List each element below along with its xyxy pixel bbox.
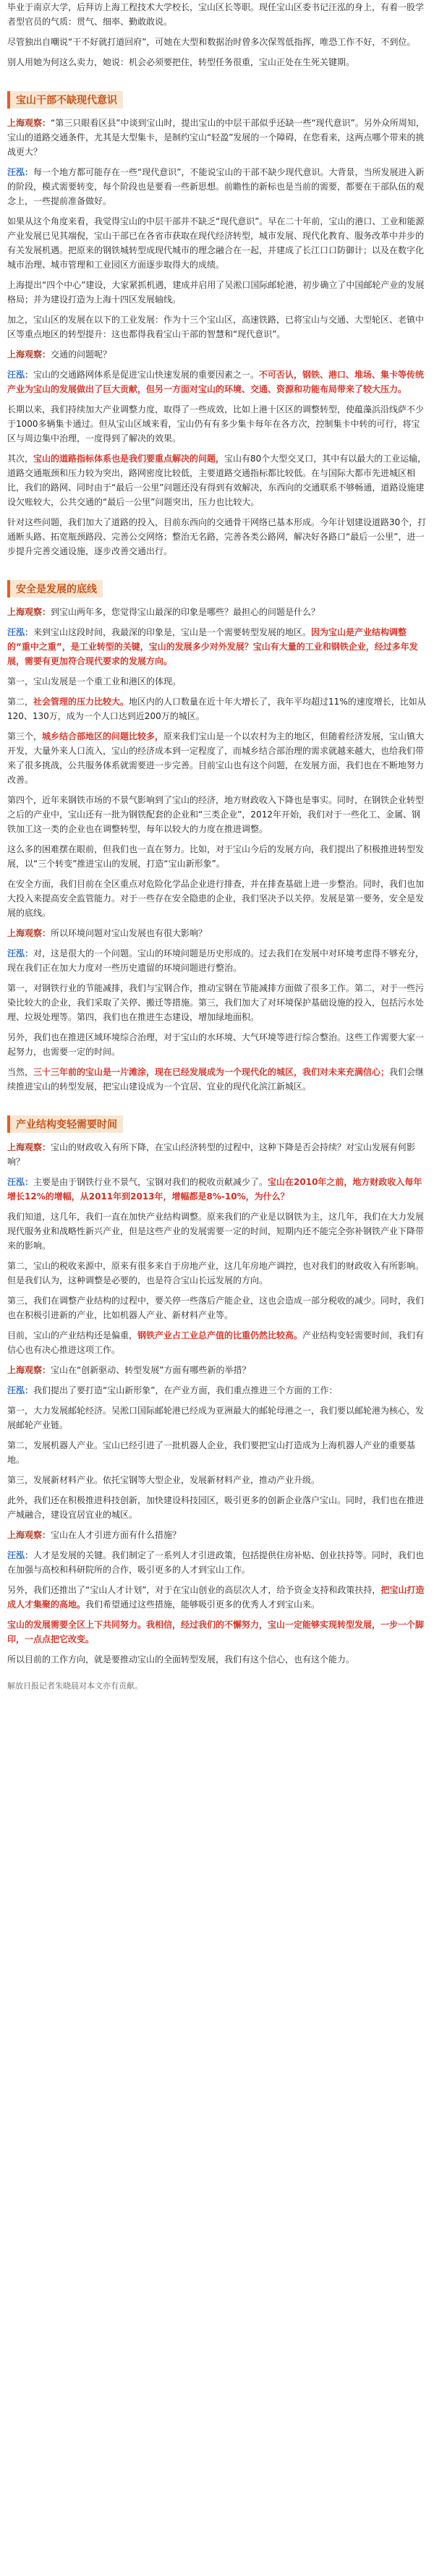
interviewee-label: 汪泓：	[7, 948, 34, 958]
paragraph-tail-text: 产业结构变轻需要时间，我们有信心也有决心推进这项工作。	[7, 1330, 425, 1355]
paragraph-text: 第二，发展机器人产业。宝山已经引进了一批机器人企业，我们要把宝山打造成为上海机器人产业的重要基地。	[7, 1440, 416, 1465]
body-paragraph	[7, 605, 427, 619]
section-heading	[7, 580, 103, 598]
body-paragraph	[7, 1210, 427, 1253]
paragraph-text: 另外，我们也在推进区域环境综合治理，对于宝山的水环境、大气环境等进行综合整治。这些工作需要大家一起努力，也需要一定的时间。	[7, 1032, 425, 1057]
interviewer-label: 上海观察：	[7, 1142, 51, 1152]
intro-paragraph: 别人用她为何这么卖力，她说：机会必须要把住，转型任务很重，宝山正处在生死关键期。	[7, 57, 355, 67]
highlight-text: 宝山的道路指标体系也是我们要重点解决的问题，	[33, 454, 225, 464]
intro-paragraph: 毕业于南京大学，后拜访上海工程技术大学校长，宝山区长等职。现任宝山区委书记汪泓的身上，有着一股学者型官员的气质：贯气、细率、勤敢敢说。	[7, 2, 425, 27]
section-title: 安全是发展的底线	[16, 584, 97, 595]
interviewer-label: 上海观察：	[7, 928, 51, 938]
intro-paragraph: 尽管独出自嘲说“干不好就打道回府”，可她在大型和数据治时曾多次保驾低指挥，唯恐工作不好，不到位。	[7, 37, 416, 47]
paragraph-text: 如果从这个角度来看，我觉得宝山的中层干部并不缺乏“现代意识”。早在二十年前，宝山的港口、工业和能源产业发展已见其端倪，宝山干部已在各省市获取在现代经济转型，城市发展、现代化教育、服务改革中并步的有关发展机遇。把原来的钢铁城转型成现代城市的理念融合在一起，并建成了长江口口防御计；以及在数字化城市治理、城市管理和工业园区方面逐步取得大的成绩。	[7, 216, 425, 270]
body-paragraph	[7, 402, 427, 446]
highlight-text: 宝山在2010年之前，地方财政收入每年增长12%的增幅，从2011年到2013年，增幅都是8%-10%，为什么？	[7, 1177, 422, 1202]
interviewer-label: 上海观察：	[7, 349, 51, 360]
paragraph-tail-text: 我们会继续推进宝山的转型发展，把宝山建设成为一个宜居、宜业的现代化滨江新城区。	[7, 1067, 425, 1092]
article-intro	[7, 0, 427, 69]
paragraph-text: 此外，我们还在积极推进科技创新，加快建设科技园区，吸引更多的创新企业落户宝山。同时，我们也在推进产城融合，建设宜居宜业的城区。	[7, 1495, 425, 1520]
body-paragraph	[7, 946, 427, 975]
section-title: 产业结构变轻需要时间	[16, 1119, 117, 1131]
interviewee-label: 汪泓：	[7, 627, 34, 637]
body-paragraph	[7, 214, 427, 272]
paragraph-text: 主要是由于钢铁行业不景气，宝钢对我们的税收贡献减少了。	[33, 1177, 268, 1187]
paragraph-text: 第三，我们在调整产业结构的过程中，要关停一些落后产能企业，这也会造成一部分税收的减少。同时，我们也在积极引进新的产业，比如机器人产业、新材料产业等。	[7, 1296, 425, 1320]
paragraph-text: 第四个，近年来钢铁市场的不景气影响到了宝山的经济，地方财政收入下降也是事实。同时，在钢铁企业转型之后的产业中，宝山还有一批为钢铁配套的企业和“三类企业”，2012年开始，我们对于一些化工、金属、钢铁加工这一类的企业也在调整转型，每年以较大的力度在推进调整。	[7, 795, 425, 834]
interviewer-label: 上海观察：	[7, 1365, 51, 1375]
paragraph-tail-text: 地区内的人口数量在近十年大增长了，我年平均超过11%的速度增长，比如从120、130万，成为一个人口达到近200万的城区。	[7, 697, 426, 721]
paragraph-text: 所以环境问题对宝山发展也有很大影响？	[51, 928, 208, 938]
body-paragraph	[7, 1065, 427, 1094]
paragraph-text: 来到宝山这段时间，我最深的印象是，宝山是一个需要转型发展的地区。	[33, 627, 312, 637]
highlight-text: 把宝山打造成人才集聚的高地。	[7, 1585, 425, 1610]
paragraph-text: 上海提出“四个中心”建设，大家紧抓机遇，建成并启用了吴淞口国际邮轮港，初步确立了中国邮轮产业的发展格局；并为建设打造为上海十四区发展轴线。	[7, 280, 425, 305]
body-paragraph	[7, 1528, 427, 1542]
body-paragraph	[7, 1293, 427, 1322]
paragraph-text: 第二，宝山的税收来源中，原来有很多来自于房地产业，这几年房地产调控，也对我们的财政收入有所影响。但是我们认为，这种调整是必要的，也是符合宝山长远发展的方向。	[7, 1261, 425, 1285]
section-heading	[7, 1115, 123, 1133]
body-paragraph	[7, 1583, 427, 1612]
body-paragraph	[7, 674, 427, 689]
body-paragraph	[7, 1493, 427, 1522]
section-title: 宝山干部不缺现代意识	[16, 95, 117, 106]
footer-note: 解放日报记者朱晓晨对本文亦有贡献。	[7, 1681, 142, 1691]
paragraph-text: 宝山的交通路网体系是促进宝山快速发展的重要因素之一。	[33, 370, 260, 380]
paragraph-text: 针对这些问题，我们加大了道路的投入，目前东西向的交通骨干网络已基本形成。今年计划建设道路30个，打通断头路、拓宽瓶颈路段、完善公交网络；整治无名路，完善各类公路网，解决好各路口“最后一公里”，进一步提升完善交通设施，逐步改善交通出行。	[7, 517, 427, 556]
highlight-text: 不可否认，钢铁、港口、堆场、集卡等传统产业为宝山的发展做出了巨大贡献，但另一方面对宝山的环境、交通、资源和功能布局带来了较大压力。	[7, 370, 425, 394]
paragraph-text: 宝山在人才引进方面有什么措施？	[51, 1530, 182, 1540]
body-paragraph	[7, 1175, 427, 1204]
body-paragraph	[7, 1548, 427, 1577]
body-paragraph	[7, 1652, 427, 1667]
body-paragraph	[7, 116, 427, 159]
paragraph-text: 这么多的困难摆在眼前，但我们也一直在努力。比如，对于宝山今后的发展方向，我们提出了积极推进转型发展，以“三个转变”推进宝山的发展，打造“宝山新形象”。	[7, 844, 425, 869]
interviewee-label: 汪泓：	[7, 167, 34, 177]
article-sections	[7, 75, 427, 1667]
body-paragraph	[7, 694, 427, 723]
paragraph-text: 人才是发展的关键。我们制定了一系列人才引进政策，包括提供住房补贴、创业扶持等。同时，我们也在加强与高校和科研院所的合作，吸引更多的人才到宝山工作。	[7, 1550, 425, 1575]
paragraph-text: 对，这是很大的一个问题。宝山的环境问题是历史形成的。过去我们在发展中对环境考虑得不够充分，现在我们正在加大力度对一些历史遗留的环境问题进行整治。	[7, 948, 425, 973]
body-paragraph	[7, 1403, 427, 1432]
paragraph-text: 到宝山两年多，您觉得宝山最深的印象是哪些？最担心的问题是什么？	[51, 607, 320, 617]
body-paragraph	[7, 981, 427, 1024]
body-paragraph	[7, 1473, 427, 1487]
section-heading	[7, 91, 123, 109]
article	[7, 0, 427, 1691]
interviewer-label: 上海观察：	[7, 607, 51, 617]
highlight-text: 城乡结合部地区的问题比较多，	[42, 731, 164, 741]
paragraph-text: 当然，	[7, 1067, 34, 1077]
body-paragraph	[7, 1140, 427, 1169]
paragraph-text: 长期以来，我们持续加大产业调整力度，取得了一些成效，比如上港十区区的调整转型，使蕴藻浜沿线萨不少于1000多辆集卡通过。但从宝山区域来看，宝山仍有有多少集卡每年在各方次，控制集卡中转的可行，将宝区与周边集中治理，一度得到了解决的效果。	[7, 404, 425, 443]
body-paragraph	[7, 1328, 427, 1357]
paragraph-text: 宝山的财政收入有所下降，在宝山经济转型的过程中，这种下降是否会持续？对宝山发展有何影响？	[7, 1142, 416, 1167]
paragraph-text: 在安全方面，我们目前在全区重点对危险化学品企业进行排查，并在排查基础上进一步整治。同时，我们也加大投入来提高安全监管能力。对于一些存在安全隐患的企业，我们坚决予以关停。发展是第一要务，安全是发展的底线。	[7, 879, 425, 918]
paragraph-text: 第一，大力发展邮轮经济。吴淞口国际邮轮港已经成为亚洲最大的邮轮母港之一，我们要以邮轮港为核心，发展邮轮产业链。	[7, 1406, 425, 1430]
paragraph-text: 第三，发展新材料产业。依托宝钢等大型企业，发展新材料产业，推动产业升级。	[7, 1475, 320, 1485]
body-paragraph	[7, 729, 427, 787]
highlight-text: 三十三年前的宝山是一片滩涂，现在已经发展成为一个现代化的城区，我们对未来充满信心；	[33, 1067, 390, 1077]
paragraph-tail-text: 我们希望通过这些措施，能够吸引更多的优秀人才到宝山来。	[85, 1599, 320, 1610]
paragraph-text: 所以目前的工作方向，就是要推动宝山的全面转型发展，我们有这个信心，也有这个能力。	[7, 1654, 355, 1665]
paragraph-text: “第三只眼看区县”中谈到宝山时，提出宝山的中层干部似乎还缺一些“现代意识”。另外众所周知，宝山的道路交通条件，尤其是大型集卡，是制约宝山“轻盈”发展的一个障碍，在您看来，这两点哪个带来的挑战更大？	[7, 118, 425, 157]
interviewee-label: 汪泓：	[7, 1385, 34, 1395]
body-paragraph	[7, 515, 427, 558]
paragraph-text: 其次，	[7, 454, 34, 464]
body-paragraph	[7, 278, 427, 307]
body-paragraph	[7, 313, 427, 341]
highlight-text: 因为宝山是产业结构调整的“重中之重”，是工业转型的关键，宝山的发展多少对外发展？宝山有大量的工业和钢铁企业，经过多年发展，需要有更加符合现代要求的发展方向。	[7, 627, 418, 666]
interviewee-label: 汪泓：	[7, 1177, 34, 1187]
paragraph-text: 第二，	[7, 697, 34, 707]
paragraph-text: 目前，宝山的产业结构还是偏重，	[7, 1330, 138, 1340]
body-paragraph	[7, 842, 427, 871]
body-paragraph	[7, 1618, 427, 1646]
body-paragraph	[7, 347, 427, 362]
body-paragraph	[7, 1383, 427, 1398]
interviewee-label: 汪泓：	[7, 370, 34, 380]
paragraph-text: 加之，宝山区的发展在以下的工业发展：作为十三个宝山区，高速铁路，已将宝山与交通、大型轮区、老镇中区等重点地区的转型提升：这也都得我看宝山干部的智慧和“现代意识”。	[7, 315, 425, 339]
body-paragraph	[7, 367, 427, 396]
interviewer-label: 上海观察：	[7, 1530, 51, 1540]
interviewee-label: 汪泓：	[7, 1550, 34, 1560]
paragraph-tail-text: 宝山有80个大型交叉口，其中有以最大的工业运输，道路交通瓶颈和压力较为突出，路网密度比较低，主要道路交通指标都比较低。在与国际大都市先进城区相比，我们的路网、同时由于“最后一公里”问题还没有得到有效解决，东西向的交通联系不够畅通，道路设施建设欠账较大，公共交通的“最后一公里”问题突出，压力也比较大。	[7, 454, 427, 507]
body-paragraph	[7, 877, 427, 920]
body-paragraph	[7, 165, 427, 208]
body-paragraph	[7, 1259, 427, 1288]
paragraph-text: 宝山在“创新驱动、转型发展”方面有哪些新的举措？	[51, 1365, 251, 1375]
body-paragraph	[7, 1030, 427, 1059]
body-paragraph	[7, 793, 427, 836]
highlight-text: 钢铁产业占工业总产值的比重仍然比较高。	[137, 1330, 303, 1340]
interviewer-label: 上海观察：	[7, 118, 51, 128]
body-paragraph	[7, 1438, 427, 1467]
body-paragraph	[7, 625, 427, 668]
highlight-text: 宝山的发展需要全区上下共同努力。我相信，经过我们的不懈努力，宝山一定能够实现转型发展，一步一个脚印，一点点把它改变。	[7, 1620, 425, 1644]
body-paragraph	[7, 926, 427, 940]
paragraph-text: 第三个，	[7, 731, 43, 741]
paragraph-text: 交通的问题呢？	[51, 349, 112, 360]
paragraph-tail-text: 原来我们宝山是一个以农村为主的地区，但随着经济发展，宝山镇大开发，大量外来人口流入，宝山的经济成本到一定程度了，而城乡结合部治理的需求就越来越大，也给我们带来了很多挑战，公共服务体系就需要进一步完善。目前宝山也有这个问题，在发展方面，我们也在不断地努力改善。	[7, 731, 425, 785]
paragraph-text: 第一，对钢铁行业的节能减排，我们与宝钢合作，推动宝钢在节能减排方面做了很多工作。第二，对于一些污染比较大的企业，我们采取了关停、搬迁等措施。第三，我们加大了对环境保护基础设施的投入，包括污水处理、垃圾处理等。第四，我们也在推进生态建设，增加绿地面积。	[7, 983, 425, 1022]
highlight-text: 社会管理的压力比较大。	[33, 697, 129, 707]
paragraph-text: 每一个地方都可能存在一些“现代意识”，不能说宝山的干部不缺少现代意识。大背景，当所发展进入新的阶段，模式需要转变，每个阶段也是要看一些新思想。前瞻性的新标也是当前的需要，都要在干部队伍的观念上，一些提前准备做好。	[7, 167, 425, 206]
paragraph-text: 我们知道，这几年，我们一直在加快产业结构调整。原来我们的产业是以钢铁为主，这几年，我们在大力发展现代服务业和战略性新兴产业，但是这些产业的发展需要一定的时间，短期内还不能完全弥补钢铁产业下降带来的影响。	[7, 1212, 425, 1251]
paragraph-text: 我们提出了要打造“宝山新形象”，在产业方面，我们重点推进三个方面的工作：	[33, 1385, 338, 1395]
body-paragraph	[7, 1363, 427, 1377]
body-paragraph	[7, 451, 427, 509]
paragraph-text: 另外，我们还推出了“宝山人才计划”，对于在宝山创业的高层次人才，给予资金支持和政策扶持，	[7, 1585, 381, 1595]
paragraph-text: 第一，宝山发展是一个重工业和港区的体现。	[7, 676, 182, 686]
